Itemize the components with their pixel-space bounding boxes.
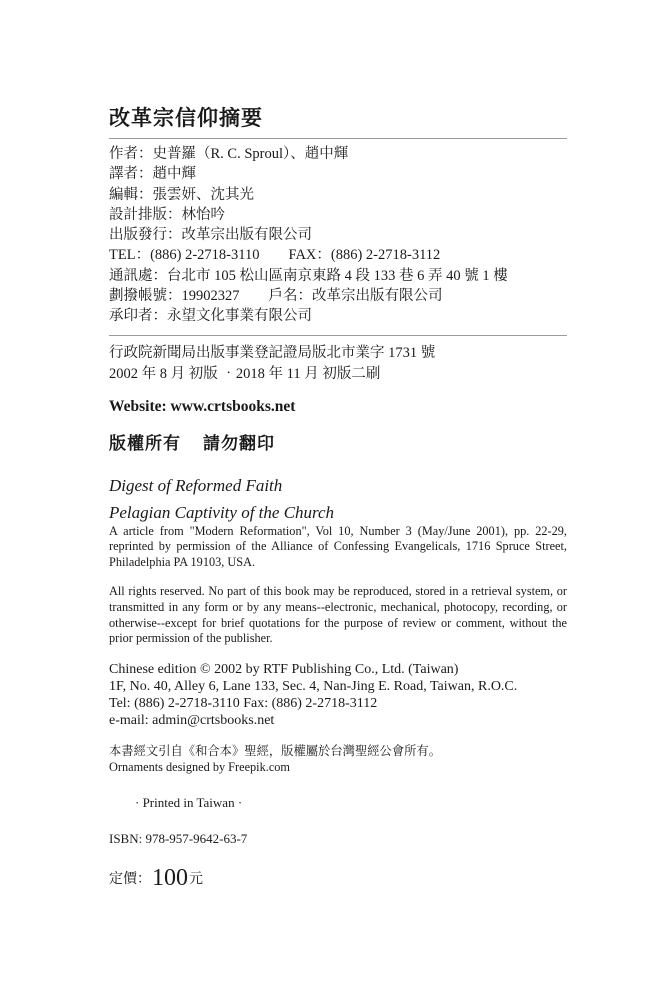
registration-block (109, 343, 567, 385)
credit-publisher: 出版發行：改革宗出版有限公司 (109, 227, 312, 244)
credit-editor: 編輯：張雲妍、沈其光 (109, 186, 254, 203)
chinese-edition-copyright: Chinese edition © 2002 by RTF Publishing Co., Ltd. (Taiwan) (109, 661, 459, 677)
chinese-edition-phone: Tel: (886) 2-2718-3110 Fax: (886) 2-2718-3112 (109, 695, 378, 711)
website-line: Website: www.crtsbooks.net (109, 397, 296, 415)
rights-statement: All rights reserved. No part of this book may be reproduced, stored in a retrieval system, or transmitted in any form or by any means--electronic, mechanical, photocopy, recording, or otherwise--except for brief quotations for the purpose of review or comment, without the prior permission of the publisher. (109, 584, 567, 646)
english-subtitle: Pelagian Captivity of the Church (109, 502, 335, 522)
scripture-block (109, 743, 567, 775)
credit-postal-account: 劃撥帳號：19902327 戶名：改革宗出版有限公司 (109, 288, 443, 305)
credits-divider (109, 335, 567, 336)
credit-phone-fax: TEL：(886) 2-2718-3110 FAX：(886) 2-2718-3112 (109, 247, 441, 264)
copyright-notice-zh (109, 433, 567, 455)
price-amount: 100 (152, 864, 188, 891)
credit-address: 通訊處：台北市 105 松山區南京東路 4 段 133 巷 6 弄 40 號 1 樓 (109, 267, 508, 284)
printed-in-taiwan: · Printed in Taiwan · (135, 794, 243, 810)
price (109, 865, 567, 893)
credit-printer: 承印者：永望文化事業有限公司 (109, 308, 312, 325)
registration-license: 行政院新聞局出版事業登記證局版北市業字 1731 號 (109, 344, 436, 361)
english-title: Digest of Reformed Faith (109, 475, 283, 495)
copyright-part1: 版權所有 (109, 433, 181, 453)
price-unit: 元 (189, 871, 203, 887)
chinese-edition-block (109, 661, 567, 729)
credit-author: 作者：史普羅（R. C. Sproul）、趙中輝 (109, 146, 349, 162)
chinese-edition-address: 1F, No. 40, Alley 6, Lane 133, Sec. 4, Nan-Jing E. Road, Taiwan, R.O.C. (109, 678, 518, 694)
copyright-part2: 請勿翻印 (203, 433, 275, 453)
article-source: A article from "Modern Reformation", Vol 10, Number 3 (May/June 2001), pp. 22-29, reprinted by permission of the Alliance of Confessing Evangelicals, 1716 Spruce Street, Philadelphia PA 19103, USA. (109, 523, 567, 569)
scripture-note: 本書經文引自《和合本》聖經，版權屬於台灣聖經公會所有。 (109, 743, 442, 758)
credit-designer: 設計排版：林怡吟 (109, 206, 225, 223)
credit-translator: 譯者：趙中輝 (109, 166, 196, 183)
edition-dates: 2002 年 8 月 初版 ‧2018 年 11 月 初版二刷 (109, 365, 381, 382)
title-divider (109, 138, 567, 139)
credits-block (109, 144, 567, 327)
ornaments-credit: Ornaments designed by Freepik.com (109, 759, 290, 774)
copyright-page (109, 104, 567, 893)
book-title-zh: 改革宗信仰摘要 (109, 106, 263, 130)
isbn: ISBN: 978-957-9642-63-7 (109, 830, 248, 846)
price-label: 定價： (109, 871, 151, 887)
chinese-edition-email: e-mail: admin@crtsbooks.net (109, 712, 275, 728)
